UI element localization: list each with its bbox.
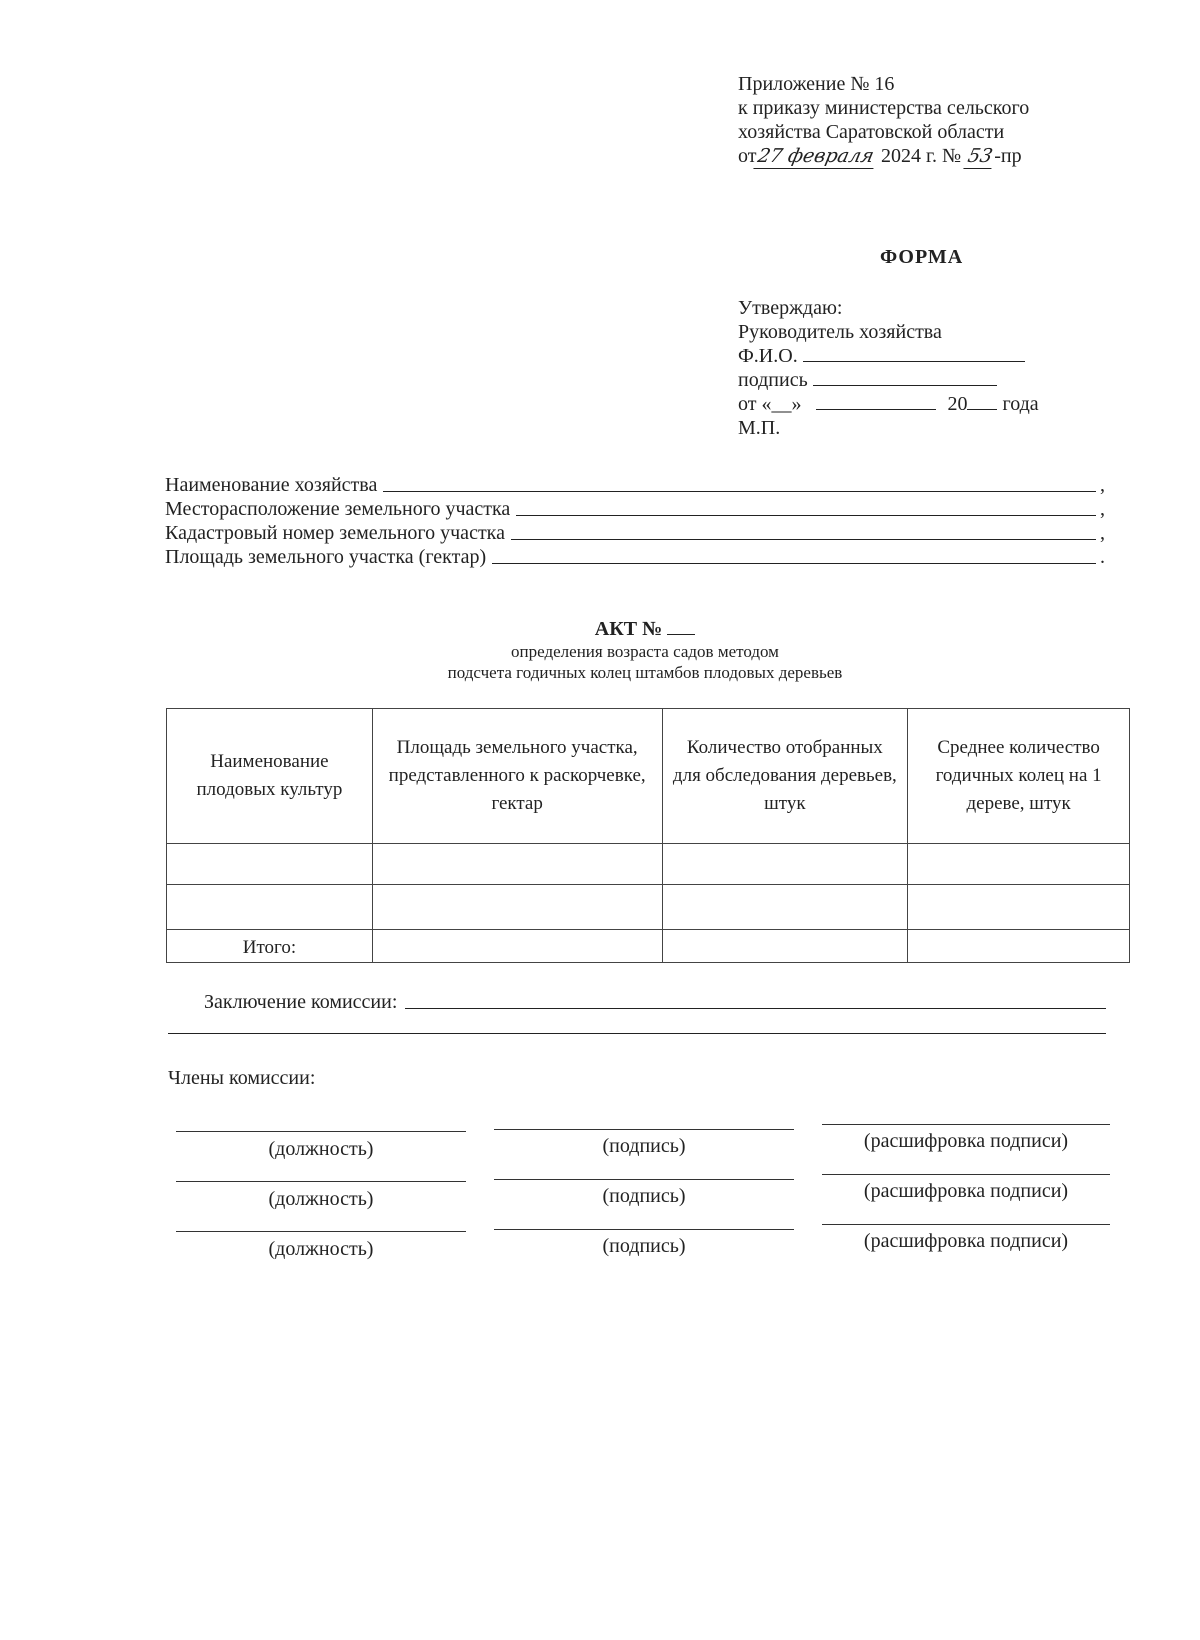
fio-label: Ф.И.О. [738, 345, 798, 367]
column-header: Количество отобранных для обследования деревьев, штук [662, 709, 908, 844]
table-cell[interactable] [662, 885, 908, 930]
signature-caption: (подпись) [602, 1185, 686, 1207]
position-line [176, 1231, 466, 1232]
area-blank [492, 562, 1096, 564]
signature-blank [813, 385, 997, 386]
total-row [167, 930, 1130, 963]
date-prefix: от [738, 145, 757, 167]
column-header: Среднее количество годичных колец на 1 дереве, штук [908, 709, 1130, 844]
appendix-line: к приказу министерства сельского [738, 97, 1030, 119]
table-header-row [167, 709, 1130, 844]
decoding-line [822, 1124, 1110, 1125]
stamp-label: М.П. [738, 417, 781, 439]
order-suffix: -пр [994, 145, 1022, 167]
farm-name-blank [383, 490, 1096, 492]
members-title: Члены комиссии: [168, 1067, 316, 1089]
table-cell[interactable] [167, 885, 373, 930]
decoding-line [822, 1224, 1110, 1225]
approval-block [738, 296, 1078, 440]
table-cell[interactable] [662, 844, 908, 885]
conclusion-blank-line [168, 1033, 1106, 1034]
signature-line [494, 1179, 794, 1180]
signature-field [738, 368, 1078, 392]
cadastral-row: Кадастровый номер земельного участка , [165, 522, 1105, 544]
appendix-header [738, 72, 1118, 169]
decoding-caption: (расшифровка подписи) [863, 1130, 1069, 1152]
month-blank [816, 409, 936, 410]
act-title-text: АКТ № [594, 618, 663, 640]
year-prefix: 20 [947, 393, 968, 415]
handwritten-order-number: 53 [963, 144, 997, 169]
appendix-line: Приложение № 16 [738, 73, 895, 95]
area-label: Площадь земельного участка (гектар) [165, 546, 487, 568]
conclusion-blank [405, 1007, 1106, 1009]
signature-line [494, 1229, 794, 1230]
table-row [167, 885, 1130, 930]
act-heading [300, 618, 990, 683]
conclusion-row [204, 990, 1106, 1014]
appendix-line: хозяйства Саратовской области [738, 121, 1005, 143]
signature-caption: (подпись) [602, 1135, 686, 1157]
position-line [176, 1131, 466, 1132]
form-label: ФОРМА [880, 246, 964, 268]
table-cell[interactable] [908, 844, 1130, 885]
act-subtitle: подсчета годичных колец штамбов плодовых деревьев [447, 663, 843, 682]
signature-caption: (подпись) [602, 1235, 686, 1257]
position-caption: (должность) [268, 1138, 374, 1160]
decoding-caption: (расшифровка подписи) [863, 1230, 1069, 1252]
table-cell[interactable] [372, 885, 662, 930]
table-cell[interactable] [908, 930, 1130, 963]
total-label: Итого: [167, 930, 373, 963]
location-blank [516, 514, 1096, 516]
table-cell[interactable] [372, 844, 662, 885]
act-title [300, 618, 990, 641]
position-caption: (должность) [268, 1238, 374, 1260]
table-row [167, 844, 1130, 885]
cadastral-blank [511, 538, 1096, 540]
table-cell[interactable] [167, 844, 373, 885]
year-suffix: года [1002, 393, 1039, 415]
act-subtitle: определения возраста садов методом [511, 642, 779, 661]
decoding-line [822, 1174, 1110, 1175]
act-table [166, 708, 1130, 963]
act-number-blank [667, 634, 695, 635]
handwritten-date: 27 февраля [754, 144, 879, 169]
farm-name-row: Наименование хозяйства , [165, 474, 1105, 496]
table-cell[interactable] [662, 930, 908, 963]
signature-label: подпись [738, 369, 808, 391]
approval-head: Руководитель хозяйства [738, 321, 942, 343]
conclusion-label: Заключение комиссии: [204, 991, 398, 1013]
signature-line [494, 1129, 794, 1130]
approval-date-field [738, 392, 1078, 416]
decoding-caption: (расшифровка подписи) [863, 1180, 1069, 1202]
table-cell[interactable] [908, 885, 1130, 930]
order-date-line [738, 144, 1118, 169]
location-label: Месторасположение земельного участка [165, 498, 511, 520]
position-caption: (должность) [268, 1188, 374, 1210]
table-cell[interactable] [372, 930, 662, 963]
column-header: Наименование плодовых культур [167, 709, 373, 844]
farm-info [165, 473, 1105, 569]
date-from-label: от «__» [738, 393, 802, 415]
fio-blank [803, 361, 1025, 362]
date-year: 2024 г. № [881, 145, 962, 167]
farm-name-label: Наименование хозяйства [165, 474, 378, 496]
location-row: Месторасположение земельного участка , [165, 498, 1105, 520]
column-header: Площадь земельного участка, представленного к раскорчевке, гектар [372, 709, 662, 844]
year-blank [967, 409, 997, 410]
fio-field [738, 344, 1078, 368]
approval-heading: Утверждаю: [738, 297, 843, 319]
area-row: Площадь земельного участка (гектар) . [165, 546, 1105, 568]
position-line [176, 1181, 466, 1182]
cadastral-label: Кадастровый номер земельного участка [165, 522, 505, 544]
